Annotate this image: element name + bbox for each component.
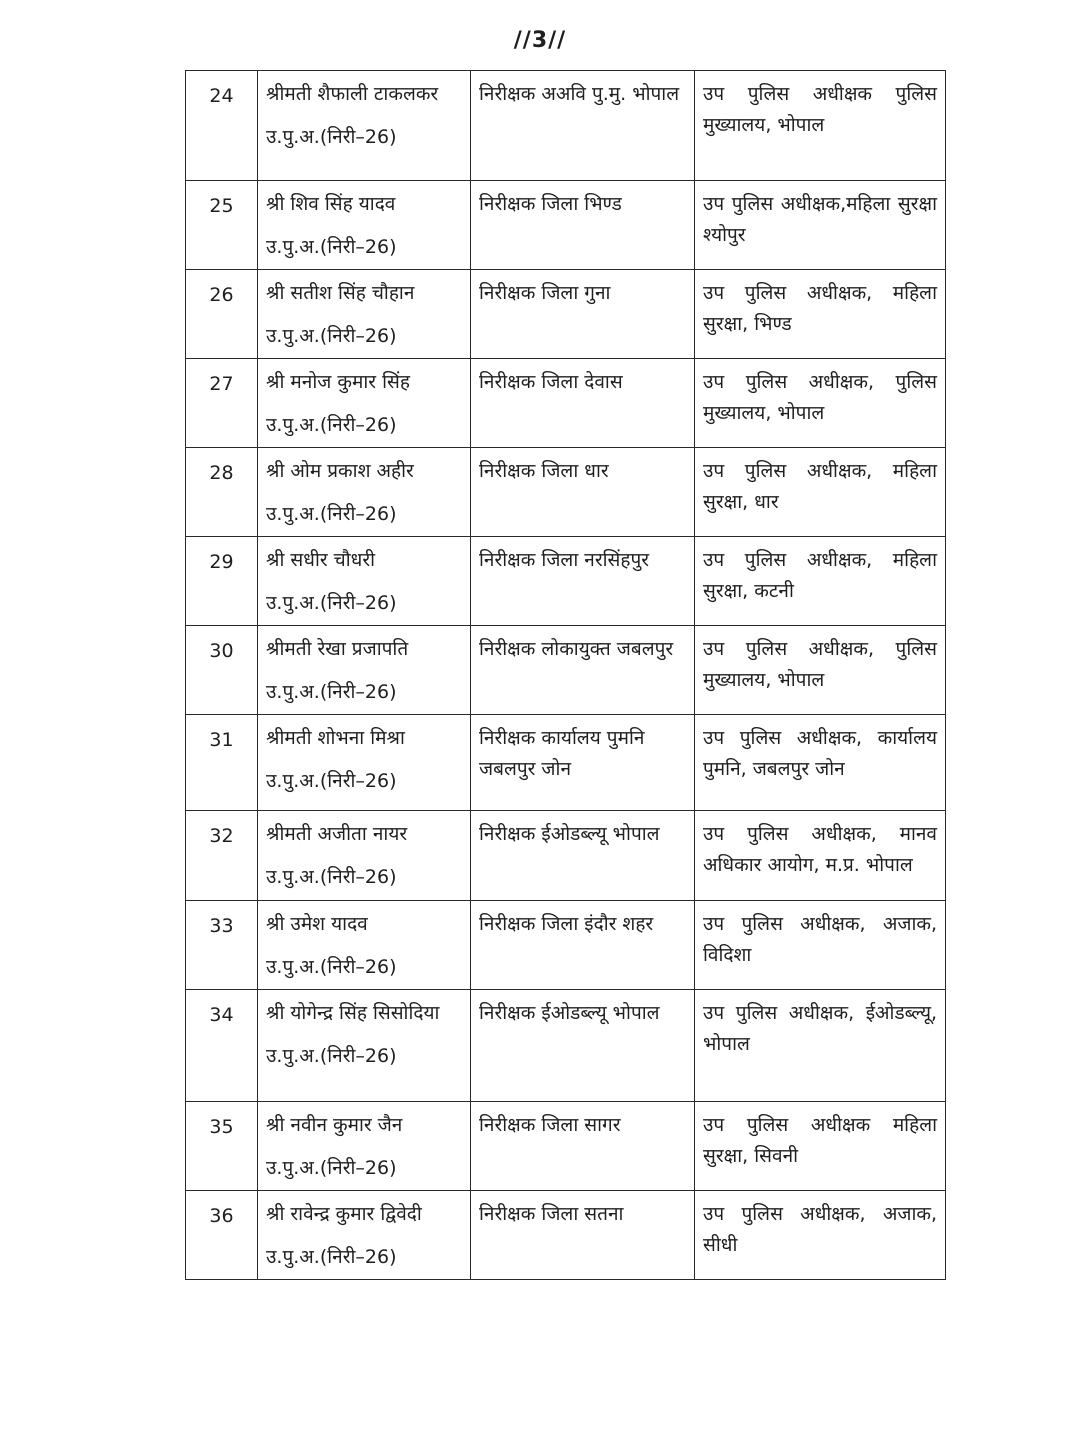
current-posting: निरीक्षक जिला भिण्ड — [471, 181, 695, 270]
officer-rank: उ.पु.अ.(निरी–26) — [266, 503, 397, 525]
new-posting: उप पुलिस अधीक्षक, महिला सुरक्षा, धार — [695, 448, 946, 537]
officer-cell — [258, 715, 471, 811]
officer-name: श्री योगेन्द्र सिंह सिसोदिया — [266, 1002, 440, 1024]
serial-number: 35 — [186, 1102, 258, 1191]
current-posting: निरीक्षक जिला सागर — [471, 1102, 695, 1191]
officer-name: श्री उमेश यादव — [266, 913, 368, 935]
serial-number: 34 — [186, 990, 258, 1102]
new-posting: उप पुलिस अधीक्षक महिला सुरक्षा, सिवनी — [695, 1102, 946, 1191]
current-posting: निरीक्षक ईओडब्ल्यू भोपाल — [471, 811, 695, 901]
current-posting: निरीक्षक कार्यालय पुमनि जबलपुर जोन — [471, 715, 695, 811]
new-posting: उप पुलिस अधीक्षक, अजाक, सीधी — [695, 1191, 946, 1280]
officer-name: श्री सधीर चौधरी — [266, 549, 376, 571]
officer-rank: उ.पु.अ.(निरी–26) — [266, 325, 397, 347]
officer-cell — [258, 359, 471, 448]
officer-name: श्री शिव सिंह यादव — [266, 193, 396, 215]
table-row — [186, 359, 946, 448]
officer-rank: उ.पु.अ.(निरी–26) — [266, 1246, 397, 1268]
current-posting: निरीक्षक जिला नरसिंहपुर — [471, 537, 695, 626]
officer-cell — [258, 71, 471, 181]
table-row — [186, 990, 946, 1102]
current-posting: निरीक्षक जिला धार — [471, 448, 695, 537]
new-posting: उप पुलिस अधीक्षक, मानव अधिकार आयोग, म.प्र. भोपाल — [695, 811, 946, 901]
table-row — [186, 626, 946, 715]
officer-rank: उ.पु.अ.(निरी–26) — [266, 592, 397, 614]
officer-cell — [258, 181, 471, 270]
officer-rank: उ.पु.अ.(निरी–26) — [266, 1045, 397, 1067]
officer-cell — [258, 901, 471, 990]
officer-cell — [258, 1191, 471, 1280]
page-number: //3// — [513, 28, 567, 53]
new-posting: उप पुलिस अधीक्षक, ईओडब्ल्यू, भोपाल — [695, 990, 946, 1102]
officer-rank: उ.पु.अ.(निरी–26) — [266, 1157, 397, 1179]
officer-rank: उ.पु.अ.(निरी–26) — [266, 866, 397, 888]
officer-rank: उ.पु.अ.(निरी–26) — [266, 126, 397, 148]
new-posting: उप पुलिस अधीक्षक, पुलिस मुख्यालय, भोपाल — [695, 359, 946, 448]
new-posting: उप पुलिस अधीक्षक पुलिस मुख्यालय, भोपाल — [695, 71, 946, 181]
serial-number: 36 — [186, 1191, 258, 1280]
new-posting: उप पुलिस अधीक्षक,महिला सुरक्षा श्योपुर — [695, 181, 946, 270]
officer-rank: उ.पु.अ.(निरी–26) — [266, 414, 397, 436]
officer-name: श्री ओम प्रकाश अहीर — [266, 460, 414, 482]
new-posting: उप पुलिस अधीक्षक, पुलिस मुख्यालय, भोपाल — [695, 626, 946, 715]
serial-number: 26 — [186, 270, 258, 359]
officer-cell — [258, 990, 471, 1102]
table-row — [186, 537, 946, 626]
officer-name: श्री रावेन्द्र कुमार द्विवेदी — [266, 1203, 422, 1225]
serial-number: 27 — [186, 359, 258, 448]
serial-number: 31 — [186, 715, 258, 811]
new-posting: उप पुलिस अधीक्षक, महिला सुरक्षा, कटनी — [695, 537, 946, 626]
transfer-table — [185, 70, 946, 1280]
officer-rank: उ.पु.अ.(निरी–26) — [266, 770, 397, 792]
current-posting: निरीक्षक जिला देवास — [471, 359, 695, 448]
serial-number: 29 — [186, 537, 258, 626]
new-posting: उप पुलिस अधीक्षक, कार्यालय पुमनि, जबलपुर जोन — [695, 715, 946, 811]
current-posting: निरीक्षक जिला गुना — [471, 270, 695, 359]
current-posting: निरीक्षक ईओडब्ल्यू भोपाल — [471, 990, 695, 1102]
table-row — [186, 270, 946, 359]
table-row — [186, 448, 946, 537]
officer-name: श्री मनोज कुमार सिंह — [266, 371, 410, 393]
table-row — [186, 1191, 946, 1280]
table-row — [186, 1102, 946, 1191]
serial-number: 28 — [186, 448, 258, 537]
officer-name: श्री सतीश सिंह चौहान — [266, 282, 415, 304]
table-row — [186, 811, 946, 901]
officer-rank: उ.पु.अ.(निरी–26) — [266, 681, 397, 703]
officer-cell — [258, 537, 471, 626]
officer-cell — [258, 811, 471, 901]
officer-cell — [258, 270, 471, 359]
current-posting: निरीक्षक अअवि पु.मु. भोपाल — [471, 71, 695, 181]
officer-cell — [258, 1102, 471, 1191]
table-row — [186, 901, 946, 990]
serial-number: 30 — [186, 626, 258, 715]
new-posting: उप पुलिस अधीक्षक, अजाक, विदिशा — [695, 901, 946, 990]
officer-rank: उ.पु.अ.(निरी–26) — [266, 956, 397, 978]
serial-number: 33 — [186, 901, 258, 990]
serial-number: 24 — [186, 71, 258, 181]
serial-number: 25 — [186, 181, 258, 270]
officer-rank: उ.पु.अ.(निरी–26) — [266, 236, 397, 258]
officer-name: श्रीमती अजीता नायर — [266, 823, 408, 845]
current-posting: निरीक्षक जिला इंदौर शहर — [471, 901, 695, 990]
officer-cell — [258, 626, 471, 715]
current-posting: निरीक्षक लोकायुक्त जबलपुर — [471, 626, 695, 715]
officer-name: श्रीमती शैफाली टाकलकर — [266, 83, 439, 105]
table-row — [186, 715, 946, 811]
officer-cell — [258, 448, 471, 537]
current-posting: निरीक्षक जिला सतना — [471, 1191, 695, 1280]
officer-name: श्रीमती रेखा प्रजापति — [266, 638, 409, 660]
officer-name: श्री नवीन कुमार जैन — [266, 1114, 403, 1136]
officer-name: श्रीमती शोभना मिश्रा — [266, 727, 405, 749]
new-posting: उप पुलिस अधीक्षक, महिला सुरक्षा, भिण्ड — [695, 270, 946, 359]
serial-number: 32 — [186, 811, 258, 901]
table-row — [186, 71, 946, 181]
table-row — [186, 181, 946, 270]
